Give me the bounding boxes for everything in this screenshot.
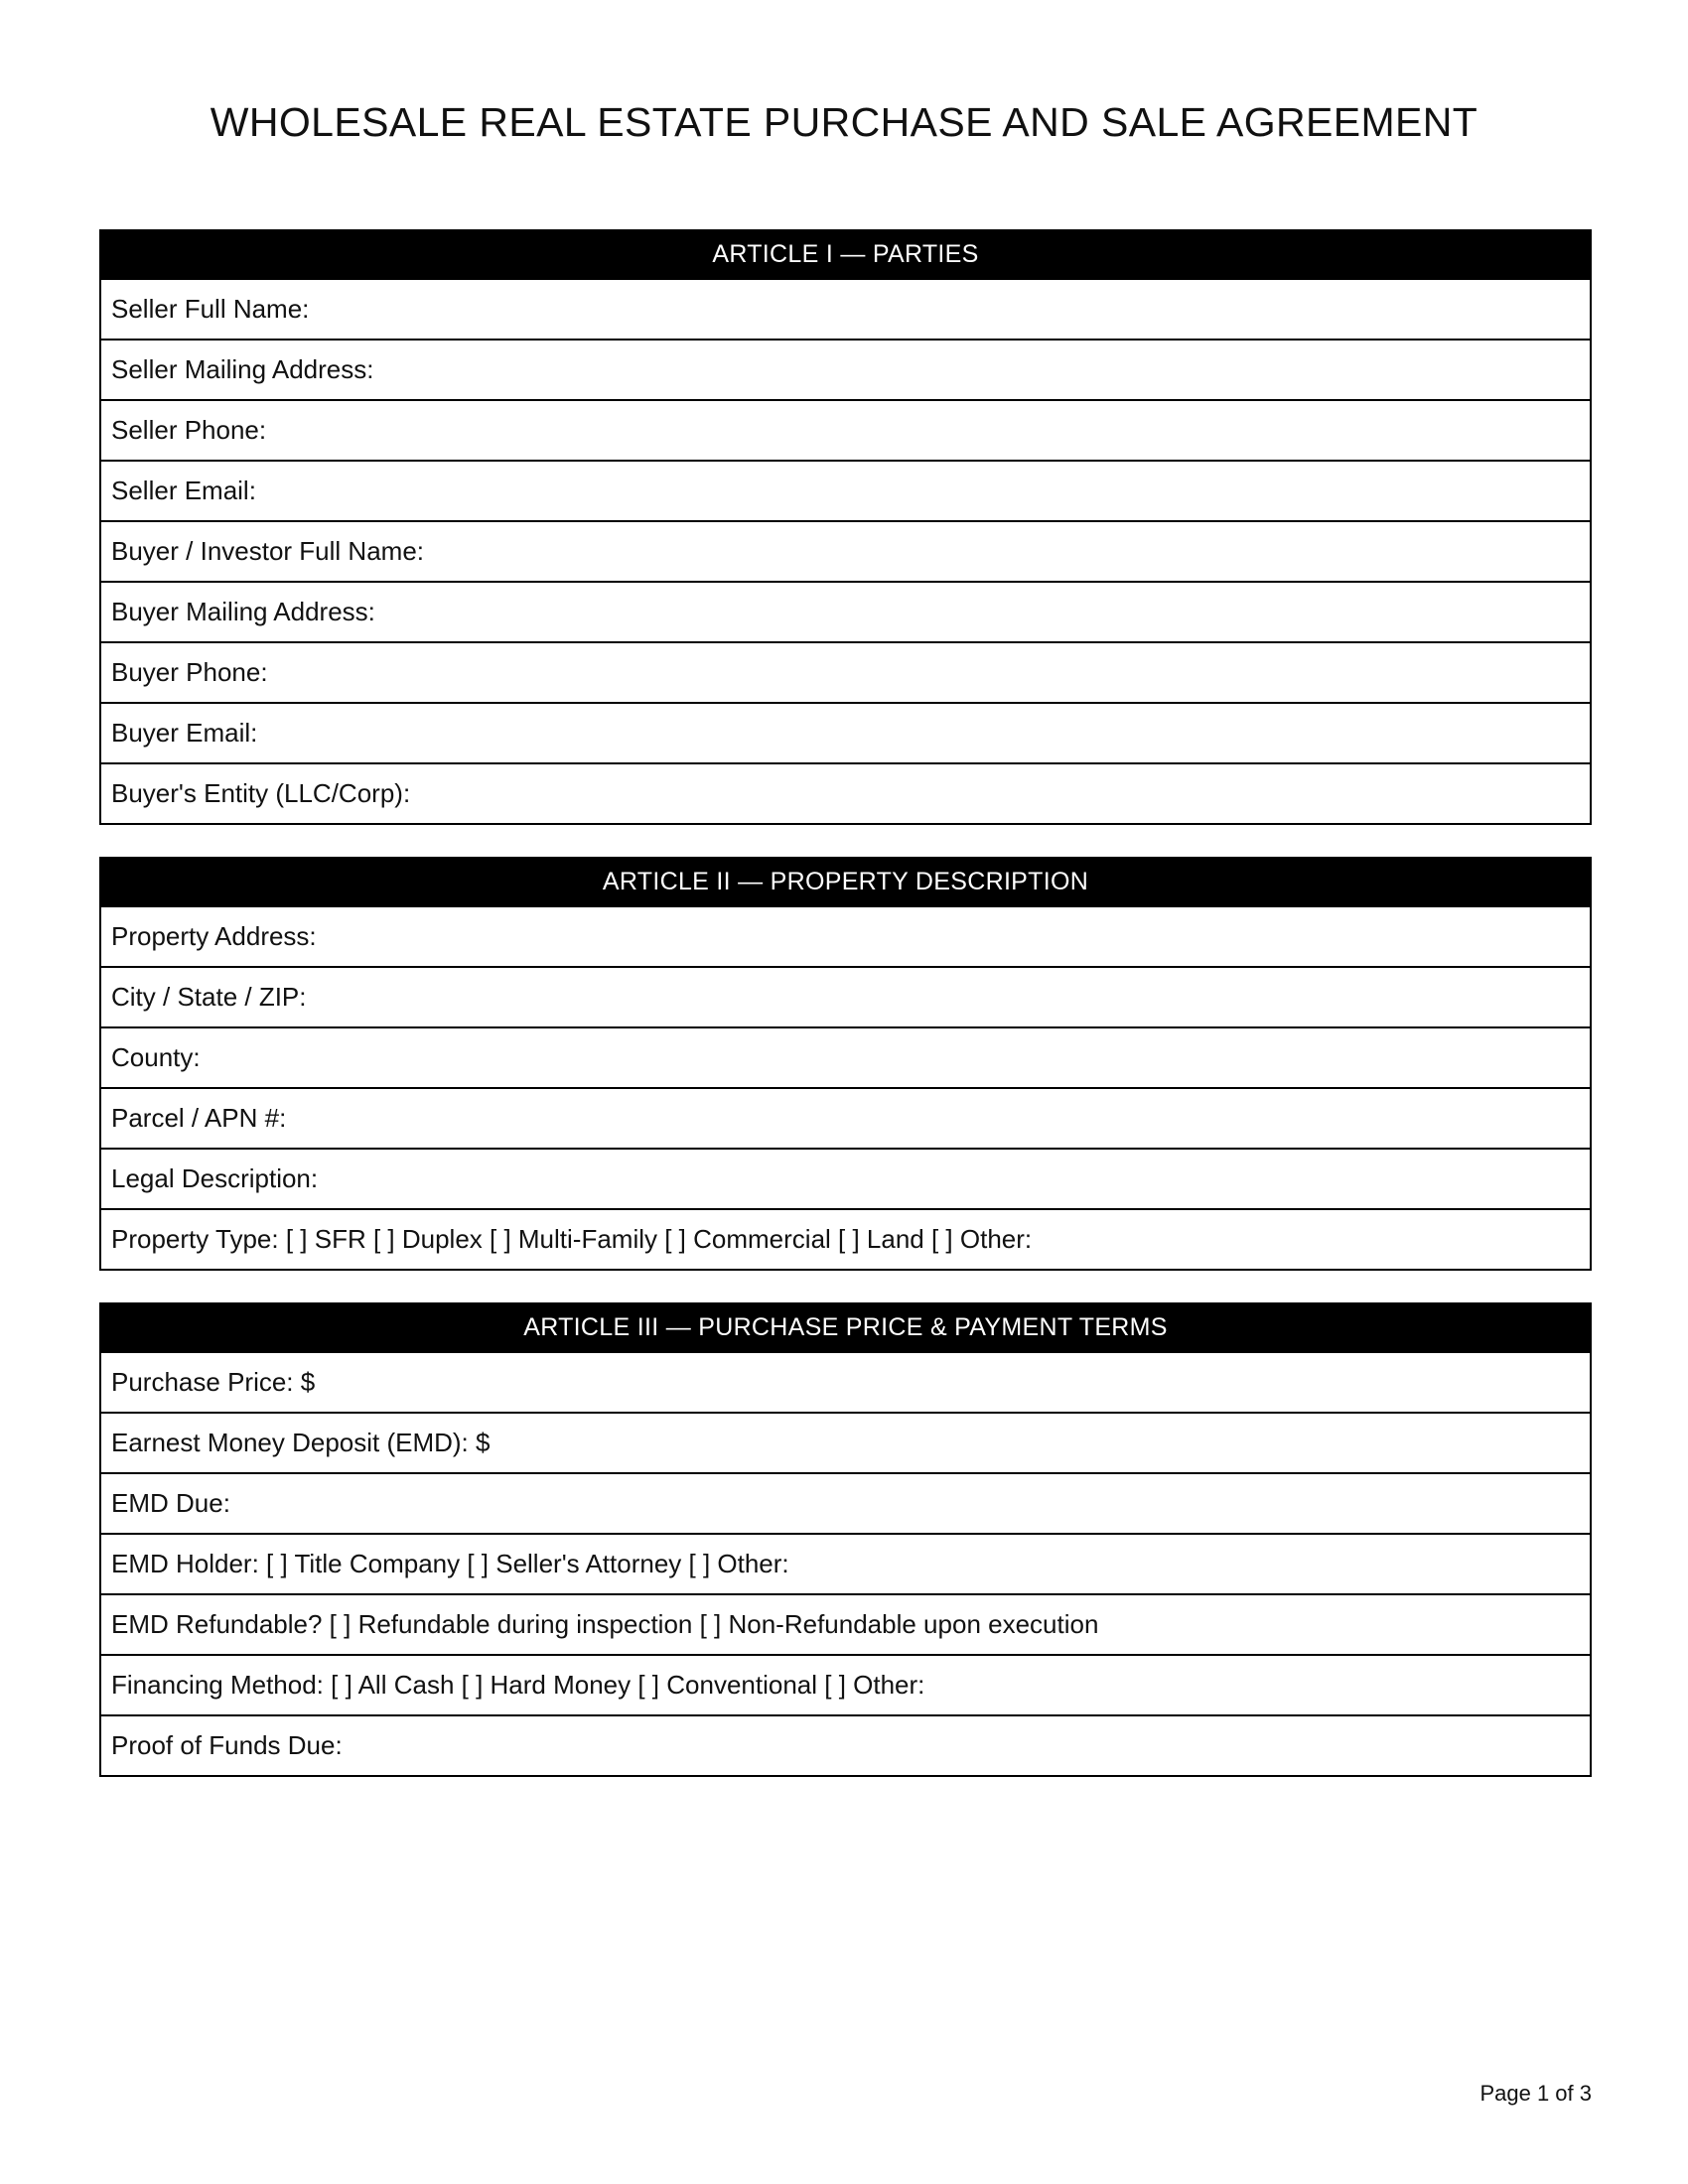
- field-label-seller-email: Seller Email:: [111, 476, 256, 506]
- field-row-county[interactable]: [101, 1028, 1590, 1089]
- field-row-seller-mailing-address[interactable]: [101, 341, 1590, 401]
- page-title: WHOLESALE REAL ESTATE PURCHASE AND SALE AGREEMENT: [210, 99, 1478, 145]
- field-row-seller-email[interactable]: [101, 462, 1590, 522]
- field-label-proof-of-funds-due: Proof of Funds Due:: [111, 1730, 343, 1761]
- field-row-legal-description[interactable]: [101, 1150, 1590, 1210]
- field-row-seller-full-name[interactable]: [101, 280, 1590, 341]
- field-row-property-type[interactable]: [101, 1210, 1590, 1271]
- field-label-emd-holder: EMD Holder: [ ] Title Company [ ] Seller's Attorney [ ] Other:: [111, 1549, 789, 1579]
- field-row-buyer-mailing-address[interactable]: [101, 583, 1590, 643]
- field-row-emd-holder[interactable]: [101, 1535, 1590, 1595]
- field-label-buyer-mailing-address: Buyer Mailing Address:: [111, 597, 375, 627]
- field-label-city-state-zip: City / State / ZIP:: [111, 982, 307, 1013]
- field-label-property-type: Property Type: [ ] SFR [ ] Duplex [ ] Multi-Family [ ] Commercial [ ] Land [ ] Other:: [111, 1224, 1033, 1255]
- section-header-article-1: ARTICLE I — PARTIES: [99, 229, 1592, 280]
- field-row-city-state-zip[interactable]: [101, 968, 1590, 1028]
- field-row-financing-method[interactable]: [101, 1656, 1590, 1716]
- field-row-purchase-price[interactable]: [101, 1353, 1590, 1414]
- field-label-county: County:: [111, 1042, 201, 1073]
- field-label-buyer-entity: Buyer's Entity (LLC/Corp):: [111, 778, 411, 809]
- field-row-emd-due[interactable]: [101, 1474, 1590, 1535]
- page-footer: Page 1 of 3: [1479, 2081, 1592, 2106]
- field-label-buyer-phone: Buyer Phone:: [111, 657, 268, 688]
- section-article-3: [99, 1302, 1592, 1777]
- field-row-earnest-money-deposit[interactable]: [101, 1414, 1590, 1474]
- field-label-emd-refundable: EMD Refundable? [ ] Refundable during inspection [ ] Non-Refundable upon execution: [111, 1609, 1099, 1640]
- field-label-parcel-apn: Parcel / APN #:: [111, 1103, 287, 1134]
- field-label-seller-mailing-address: Seller Mailing Address:: [111, 354, 374, 385]
- field-row-buyer-entity[interactable]: [101, 764, 1590, 825]
- field-row-buyer-email[interactable]: [101, 704, 1590, 764]
- section-header-article-2: ARTICLE II — PROPERTY DESCRIPTION: [99, 857, 1592, 907]
- field-row-emd-refundable[interactable]: [101, 1595, 1590, 1656]
- field-row-parcel-apn[interactable]: [101, 1089, 1590, 1150]
- articles-container: [0, 229, 1688, 1777]
- field-label-earnest-money-deposit: Earnest Money Deposit (EMD): $: [111, 1428, 491, 1458]
- section-article-2: [99, 857, 1592, 1271]
- field-row-proof-of-funds-due[interactable]: [101, 1716, 1590, 1777]
- field-label-legal-description: Legal Description:: [111, 1163, 319, 1194]
- field-label-seller-full-name: Seller Full Name:: [111, 294, 310, 325]
- field-label-financing-method: Financing Method: [ ] All Cash [ ] Hard Money [ ] Conventional [ ] Other:: [111, 1670, 925, 1701]
- field-row-seller-phone[interactable]: [101, 401, 1590, 462]
- field-row-buyer-phone[interactable]: [101, 643, 1590, 704]
- section-article-1: [99, 229, 1592, 825]
- field-label-property-address: Property Address:: [111, 921, 317, 952]
- field-label-buyer-email: Buyer Email:: [111, 718, 258, 749]
- field-label-buyer-investor-full-name: Buyer / Investor Full Name:: [111, 536, 424, 567]
- field-row-buyer-investor-full-name[interactable]: [101, 522, 1590, 583]
- section-header-article-3: ARTICLE III — PURCHASE PRICE & PAYMENT TERMS: [99, 1302, 1592, 1353]
- field-label-seller-phone: Seller Phone:: [111, 415, 267, 446]
- field-label-emd-due: EMD Due:: [111, 1488, 230, 1519]
- field-row-property-address[interactable]: [101, 907, 1590, 968]
- field-label-purchase-price: Purchase Price: $: [111, 1367, 316, 1398]
